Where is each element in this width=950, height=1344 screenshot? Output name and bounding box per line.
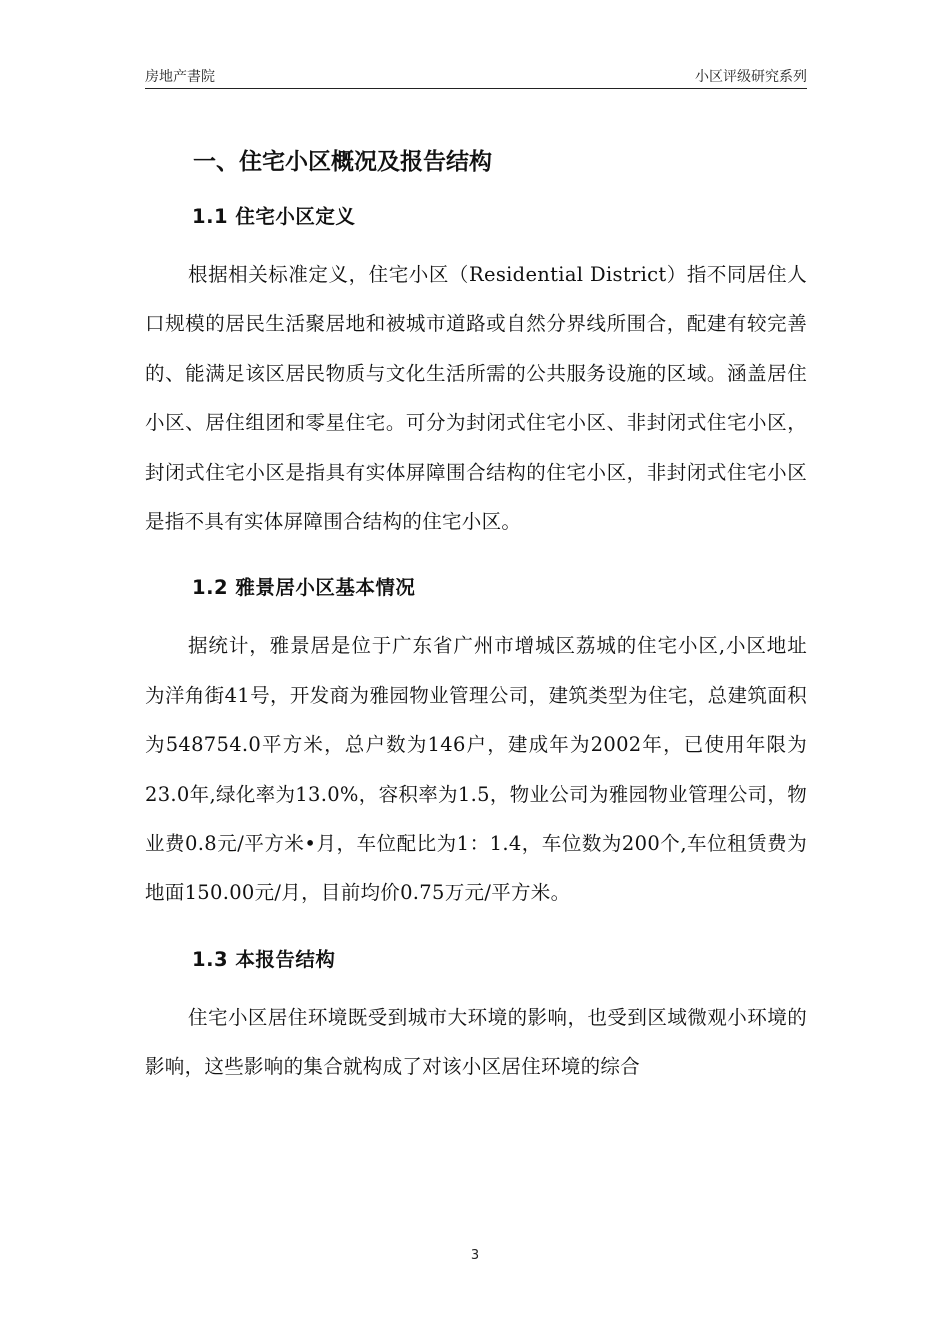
paragraph-definition: 根据相关标准定义，住宅小区（Residential District）指不同居住人口规模的居民生活聚居地和被城市道路或自然分界线所围合，配建有较完善的、能满足该区居民物质与文化生活所需的公共服务设施的区域。涵盖居住小区、居住组团和零星住宅。可分为封闭式住宅小区、非封闭式住宅小区，封闭式住宅小区是指具有实体屏障围合结构的住宅小区，非封闭式住宅小区是指不具有实体屏障围合结构的住宅小区。 bbox=[145, 263, 807, 534]
paragraph-report-structure: 住宅小区居住环境既受到城市大环境的影响，也受到区域微观小环境的影响，这些影响的集合就构成了对该小区居住环境的综合 bbox=[145, 1005, 807, 1079]
header-series-title: 小区评级研究系列 bbox=[695, 69, 807, 85]
header-publisher: 房地产書院 bbox=[145, 69, 215, 85]
heading-1-1: 1.1 住宅小区定义 bbox=[192, 205, 356, 228]
heading-1-2: 1.2 雅景居小区基本情况 bbox=[192, 576, 416, 600]
section-title: 一、住宅小区概况及报告结构 bbox=[193, 149, 492, 175]
page-header bbox=[145, 66, 807, 89]
heading-1-3: 1.3 本报告结构 bbox=[192, 947, 336, 971]
page-number: 3 bbox=[470, 1248, 480, 1263]
paragraph-basic-info: 据统计，雅景居是位于广东省广州市增城区荔城的住宅小区,小区地址为洋角街41号，开发商为雅园物业管理公司，建筑类型为住宅，总建筑面积为548754.0平方米，总户数为146户，建成年为2002年，已使用年限为23.0年,绿化率为13.0%，容积率为1.5，物业公司为雅园物业管理公司，物业费0.8元/平方米•月，车位配比为1：1.4，车位数为200个,车位租赁费为地面150.00元/月，目前均价0.75万元/平方米。 bbox=[145, 634, 807, 905]
page-body bbox=[145, 142, 807, 1092]
